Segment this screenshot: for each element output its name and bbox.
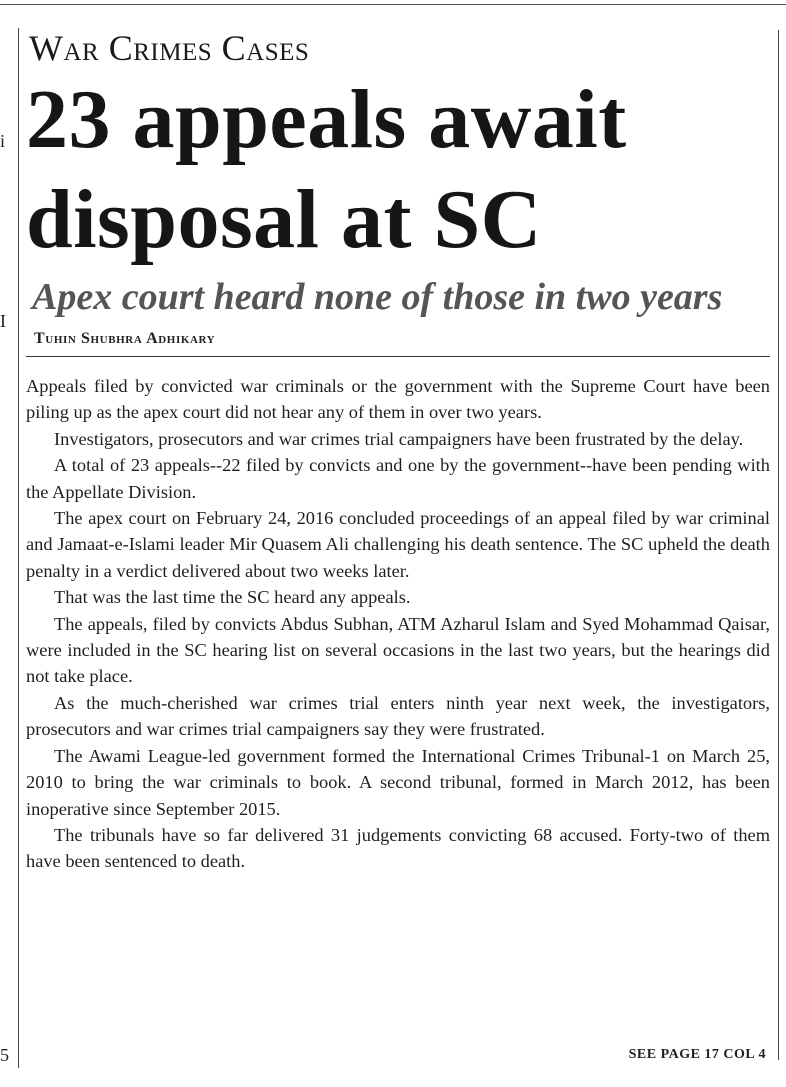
paragraph: Investigators, prosecutors and war crimes trial campaigners have been frustrated by the delay. [54,428,744,449]
byline-rule [26,356,770,357]
headline-line-2: disposal at SC [26,173,542,266]
paragraph: That was the last time the SC heard any appeals. [54,587,411,608]
left-column-rule [18,28,19,1068]
paragraph: As the much-cherished war crimes trial enters ninth year next week, the investigators, prosecutors and war crimes trial campaigners say they were frustrated. [26,692,770,740]
paragraph: A total of 23 appeals--22 filed by convicts and one by the government--have been pending with the Appellate Division. [26,455,770,502]
byline: Tuhin Shubhra Adhikary [34,330,216,347]
paragraph: The tribunals have so far delivered 31 judgements convicting 68 accused. Forty-two of them have been sentenced to death. [26,824,770,872]
paragraph: The Awami League-led government formed the International Crimes Tribunal-1 on March 25, 2010 to bring the war criminals to book. A second tribunal, formed in March 2012, has been inoperative since September 2015. [26,745,770,819]
article-body [26,373,770,875]
subheadline: Apex court heard none of those in two years [32,276,723,318]
edge-fragment: 5 [0,1045,9,1065]
right-column-rule [778,30,779,1060]
edge-fragment: i [0,131,6,151]
paragraph: The appeals, filed by convicts Abdus Subhan, ATM Azharul Islam and Syed Mohammad Qaisar, were included in the SC hearing list on several occasions in the last two years, but the hearings did not take place. [26,613,770,687]
headline [26,70,770,270]
news-article [26,16,770,875]
paragraph: Appeals filed by convicted war criminals or the government with the Supreme Court have been piling up as the apex court did not hear any of them in over two years. [26,376,770,423]
top-rule [0,4,786,5]
headline-line-1: 23 appeals await [26,73,627,166]
edge-fragment: I [0,311,6,331]
continuation-note: SEE PAGE 17 COL 4 [628,1047,766,1062]
paragraph: The apex court on February 24, 2016 concluded proceedings of an appeal filed by war criminal and Jamaat-e-Islami leader Mir Quasem Ali challenging his death sentence. The SC upheld the death penalty in a verdict delivered about two weeks later. [26,508,770,581]
kicker: War Crimes Cases [29,28,310,68]
